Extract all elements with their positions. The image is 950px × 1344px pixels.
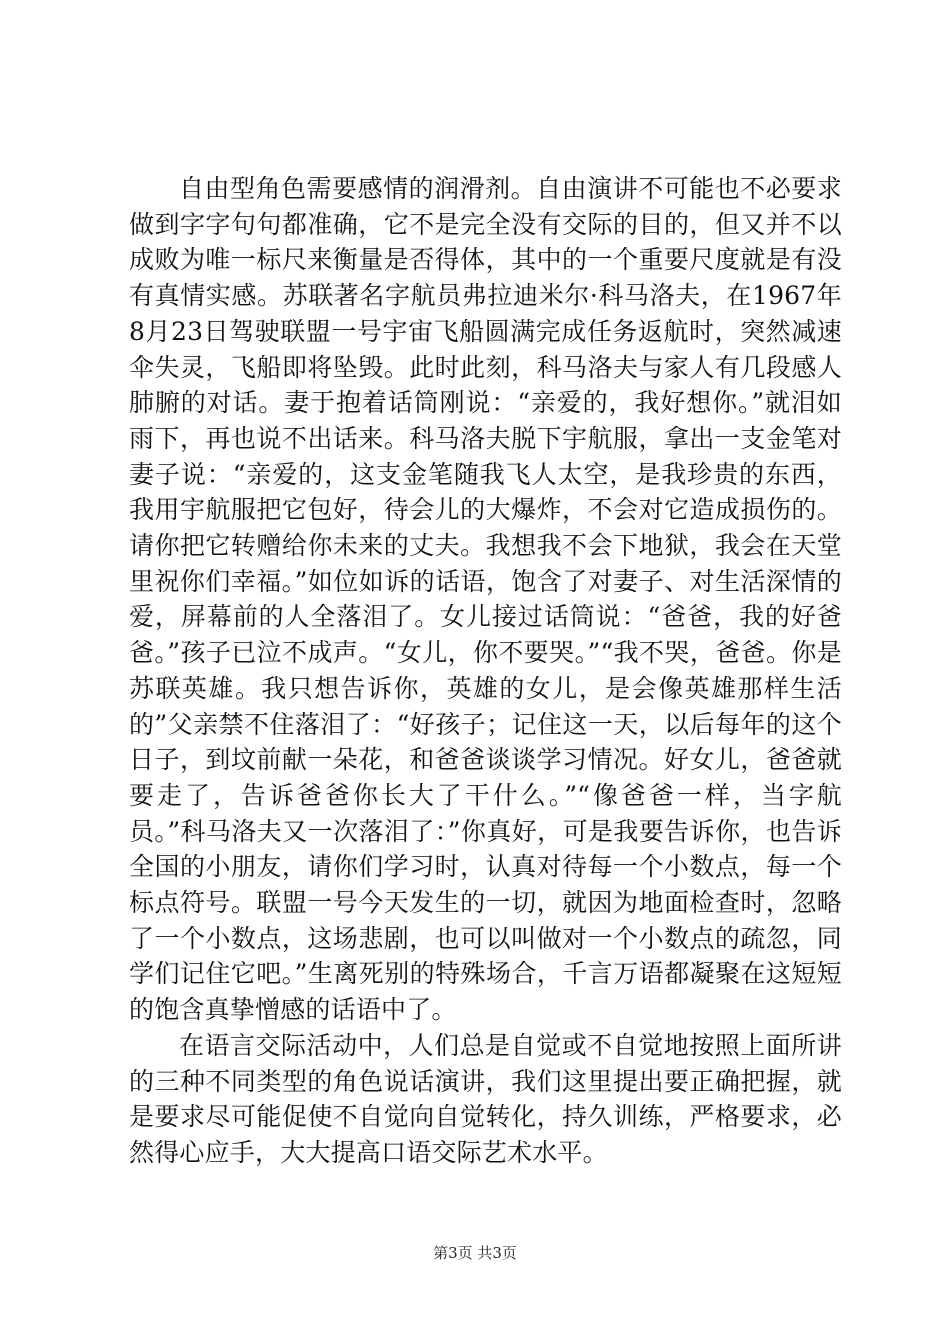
body-text	[129, 171, 842, 1171]
page-number-footer: 第3页 共3页	[433, 1244, 517, 1262]
paragraph-conclusion: 在语言交际活动中，人们总是自觉或不自觉地按照上面所讲的三种不同类型的角色说话演讲，我们这里提出要正确把握，就是要求尽可能促使不自觉向自觉转化，持久训练，严格要求，必然得心应手，大大提高口语交际艺术水平。	[129, 1030, 842, 1167]
paragraph-free-role: 自由型角色需要感情的润滑剂。自由演讲不可能也不必要求做到字字句句都准确，它不是完全没有交际的目的，但又并不以成败为唯一标尺来衡量是否得体，其中的一个重要尺度就是有没有真情实感。苏联著名字航员弗拉迪米尔·科马洛夫，在1967年8月23日驾驶联盟一号宇宙飞船圆满完成任务返航时，突然减速伞失灵，飞船即将坠毁。此时此刻，科马洛夫与家人有几段感人肺腑的对话。妻于抱着话筒刚说：“亲爱的，我好想你。”就泪如雨下，再也说不出话来。科马洛夫脱下宇航服，拿出一支金笔对妻子说：“亲爱的，这支金笔随我飞人太空，是我珍贵的东西，我用宇航服把它包好，待会儿的大爆炸，不会对它造成损伤的。请你把它转赠给你未来的丈夫。我想我不会下地狱，我会在天堂里祝你们幸福。”如位如诉的话语，饱含了对妻子、对生活深情的爱，屏幕前的人全落泪了。女儿接过话筒说：“爸爸，我的好爸爸。”孩子已泣不成声。“女儿，你不要哭。”“我不哭，爸爸。你是苏联英雄。我只想告诉你，英雄的女儿，是会像英雄那样生活的”父亲禁不住落泪了：“好孩子；记住这一天，以后每年的这个日子，到坟前献一朵花，和爸爸谈谈学习情况。好女儿，爸爸就要走了，告诉爸爸你长大了干什么。”“像爸爸一样，当字航员。”科马洛夫又一次落泪了：”你真好，可是我要告诉你，也告诉全国的小朋友，请你们学习时，认真对待每一个小数点，每一个标点符号。联盟一号今天发生的一切，就因为地面检查时，忽略了一个小数点，这场悲剧，也可以叫做对一个小数点的疏忽，同学们记住它吧。”生离死别的特殊场合，千言万语都凝聚在这短短的饱含真挚憎感的话语中了。	[129, 174, 842, 1025]
